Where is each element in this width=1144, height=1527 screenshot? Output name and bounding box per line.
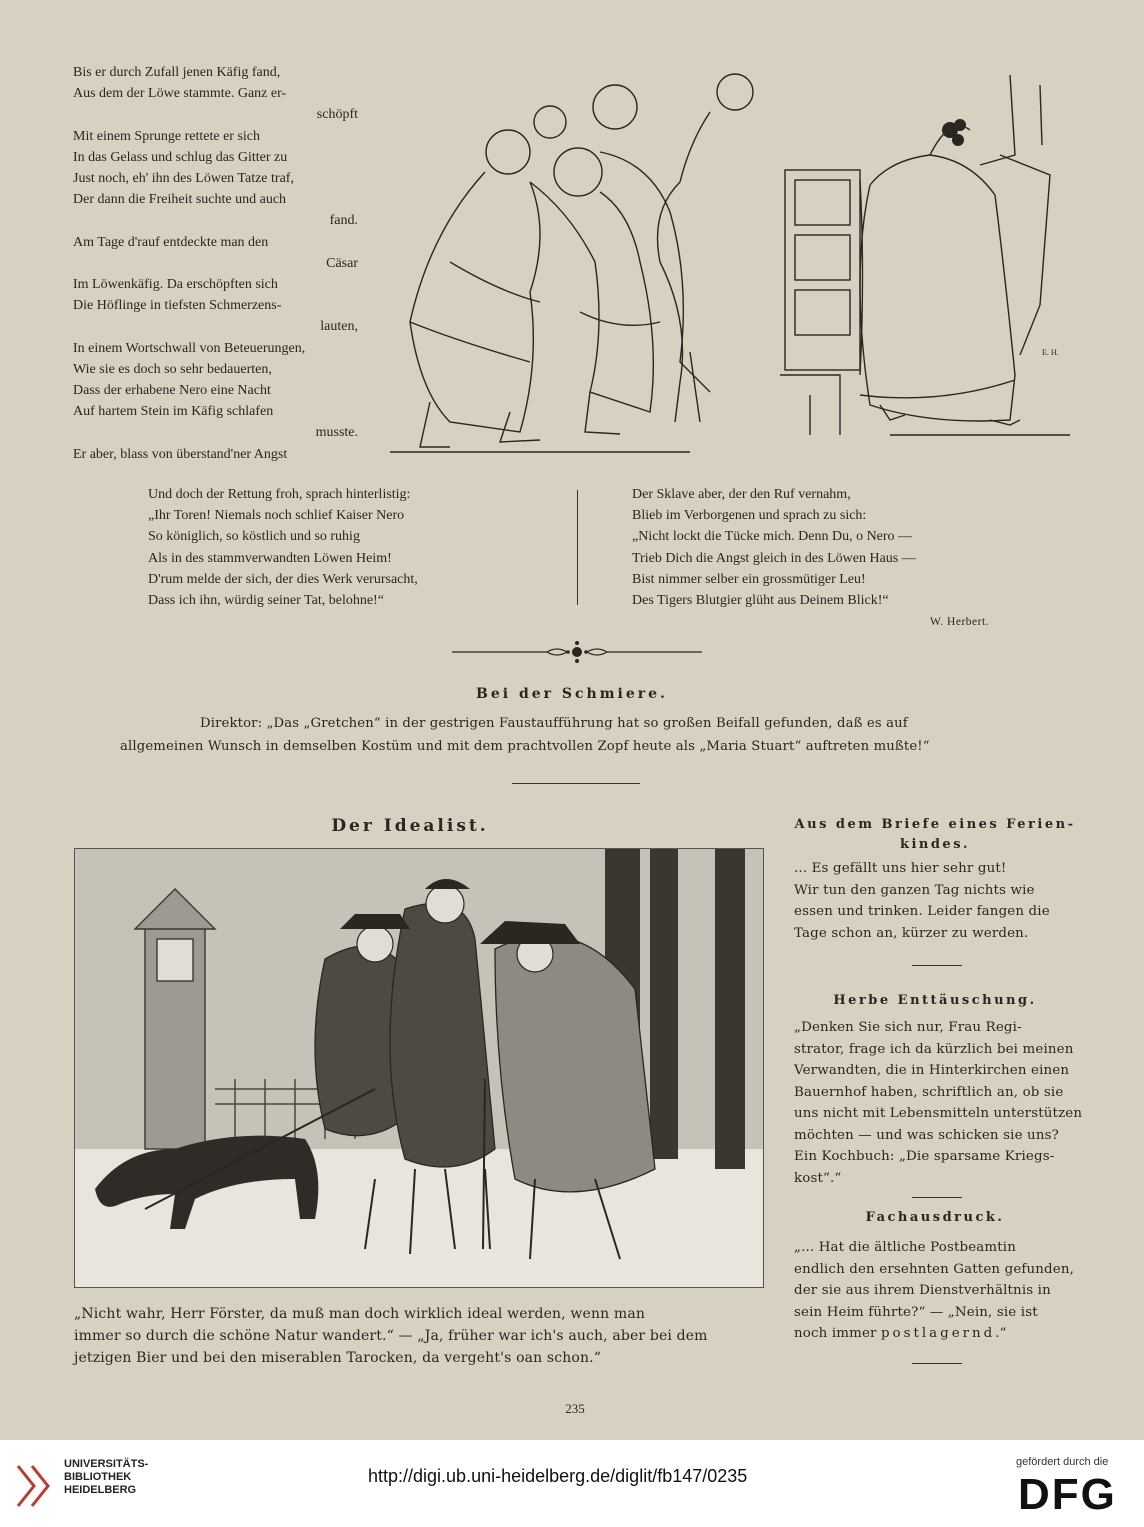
page-number: 235 xyxy=(565,1401,585,1416)
poem-line: Am Tage d'rauf entdeckte man den xyxy=(73,234,269,250)
short-rule xyxy=(512,783,640,784)
ornament-divider xyxy=(452,640,702,664)
poem-line: Just noch, eh' ihn des Löwen Tatze traf, xyxy=(73,171,294,187)
poem-line: D'rum melde der sich, der dies Werk verursacht, xyxy=(148,571,418,587)
caption-line: immer so durch die schöne Natur wandert.“ — „Ja, früher war ich's auch, aber bei dem xyxy=(74,1328,708,1344)
ferienkind-title xyxy=(790,815,1080,855)
poem-line: musste. xyxy=(315,425,358,441)
nero-cage-illustration xyxy=(780,75,1070,445)
schmiere-title: Bei der Schmiere. xyxy=(476,686,668,702)
poem-line: Dass der erhabene Nero eine Nacht xyxy=(73,383,271,399)
poem-right-column xyxy=(632,484,1052,611)
enttaeuschung-text xyxy=(794,1017,1084,1189)
fachausdruck-last-spaced: postlagernd xyxy=(880,1326,996,1341)
text-line: ... Es gefällt uns hier sehr gut! xyxy=(794,861,1007,876)
poem-line: Blieb im Verborgenen und sprach zu sich: xyxy=(632,508,867,524)
idealist-photo xyxy=(74,848,764,1288)
poem-line: Bist nimmer selber ein grossmütiger Leu! xyxy=(632,571,866,587)
short-rule-4 xyxy=(912,1363,962,1364)
schmiere-line-1: Direktor: „Das „Gretchen“ in der gestrigen Faustaufführung hat so großen Beifall gefunden, daß es auf xyxy=(200,716,908,731)
poem-line: Mit einem Sprunge rettete er sich xyxy=(73,128,260,144)
caption-line: jetzigen Bier und bei den miserablen Tarocken, da vergeht's oan schon.“ xyxy=(74,1350,602,1366)
poem-line: Aus dem der Löwe stammte. Ganz er- xyxy=(73,86,287,102)
poem-line: Dass ich ihn, würdig seiner Tat, belohne!“ xyxy=(148,593,384,609)
text-line: „... Hat die ältliche Postbeamtin xyxy=(794,1240,1017,1255)
poem-line: In einem Wortschwall von Beteuerungen, xyxy=(73,340,306,356)
poem-line: Als in des stammverwandten Löwen Heim! xyxy=(148,550,392,566)
footer-bar xyxy=(0,1440,1144,1527)
courtiers-illustration xyxy=(390,62,780,462)
text-line: essen und trinken. Leider fangen die xyxy=(794,904,1050,919)
text-line: endlich den ersehnten Gatten gefunden, xyxy=(794,1261,1075,1277)
text-line: sein Heim führte?“ — „Nein, sie ist xyxy=(794,1304,1038,1320)
poem-line: Cäsar xyxy=(326,255,358,271)
poem-line: lauten, xyxy=(320,319,358,335)
fachausdruck-text xyxy=(794,1237,1084,1323)
poem-line: So königlich, so köstlich und so ruhig xyxy=(148,529,360,545)
library-line-1: UNIVERSITÄTS- xyxy=(64,1458,149,1470)
poem-line: Der dann die Freiheit suchte und auch xyxy=(73,192,287,208)
poem-line: „Nicht lockt die Tücke mich. Denn Du, o Nero — xyxy=(632,529,913,545)
library-line-2: BIBLIOTHEK xyxy=(64,1471,132,1483)
dfg-logo: DFG xyxy=(1018,1470,1117,1519)
permalink[interactable]: http://digi.ub.uni-heidelberg.de/diglit/fb147/0235 xyxy=(368,1466,748,1486)
poem-line: Auf hartem Stein im Käfig schlafen xyxy=(73,404,274,420)
funded-by-label: gefördert durch die xyxy=(1016,1456,1109,1468)
poem-line: Trieb Dich die Angst gleich in des Löwen Haus — xyxy=(632,550,916,566)
short-rule-3 xyxy=(912,1197,962,1198)
library-logo-icon xyxy=(12,1458,58,1514)
caption-line: „Nicht wahr, Herr Förster, da muß man doch wirklich ideal werden, wenn man xyxy=(74,1306,646,1322)
poem-line: Der Sklave aber, der den Ruf vernahm, xyxy=(632,487,851,502)
text-line: Verwandten, die in Hinterkirchen einen xyxy=(794,1063,1070,1078)
schmiere-line-2: allgemeinen Wunsch in demselben Kostüm und mit dem prachtvollen Zopf heute als „Maria Stuart“ auftreten mußte!“ xyxy=(120,739,930,754)
ferienkind-text xyxy=(794,858,1084,944)
text-line: Wir tun den ganzen Tag nichts wie xyxy=(794,882,1035,898)
fachausdruck-last-prefix: noch immer xyxy=(794,1326,881,1341)
poem-line: Im Löwenkäfig. Da erschöpften sich xyxy=(73,277,278,293)
text-line: Ein Kochbuch: „Die sparsame Kriegs- xyxy=(794,1149,1055,1164)
text-line: strator, frage ich da kürzlich bei meinen xyxy=(794,1041,1074,1057)
poem-line: Bis er durch Zufall jenen Käfig fand, xyxy=(73,65,281,80)
text-line: möchten — und was schicken sie uns? xyxy=(794,1127,1059,1143)
poem-left-column xyxy=(148,484,568,611)
fachausdruck-last-suffix: .“ xyxy=(995,1326,1007,1341)
poem-line: Er aber, blass von überstand'ner Angst xyxy=(73,446,288,462)
column-divider xyxy=(577,490,578,605)
poem-author: W. Herbert. xyxy=(930,616,990,628)
poem-line: schöpft xyxy=(316,107,358,123)
poem-line: Des Tigers Blutgier glüht aus Deinem Blick!“ xyxy=(632,593,889,609)
poem-line: Die Höflinge in tiefsten Schmerzens- xyxy=(73,298,282,314)
title-line: Aus dem Briefe eines Ferien- xyxy=(794,817,1076,832)
illustration-signature: E. H. xyxy=(1042,348,1059,357)
poem-upper-block xyxy=(73,62,358,465)
idealist-caption xyxy=(74,1303,769,1369)
enttaeuschung-title: Herbe Enttäuschung. xyxy=(833,993,1037,1008)
poem-line: Und doch der Rettung froh, sprach hinterlistig: xyxy=(148,487,411,502)
fachausdruck-title: Fachausdruck. xyxy=(865,1210,1005,1225)
text-line: der sie aus ihrem Dienstverhältnis in xyxy=(794,1283,1051,1298)
library-line-3: HEIDELBERG xyxy=(64,1484,137,1496)
library-name xyxy=(64,1458,148,1497)
poem-line: Wie sie es doch so sehr bedauerten, xyxy=(73,361,272,377)
fachausdruck-last-line xyxy=(794,1323,1084,1345)
short-rule-2 xyxy=(912,965,962,966)
poem-line: In das Gelass und schlug das Gitter zu xyxy=(73,149,288,165)
text-line: kost“.“ xyxy=(794,1170,842,1186)
text-line: Tage schon an, kürzer zu werden. xyxy=(794,925,1029,941)
poem-line: fand. xyxy=(329,213,358,229)
text-line: uns nicht mit Lebensmitteln unterstützen xyxy=(794,1106,1083,1121)
text-line: Bauernhof haben, schriftlich an, ob sie xyxy=(794,1084,1064,1100)
poem-line: „Ihr Toren! Niemals noch schlief Kaiser Nero xyxy=(148,508,405,524)
title-line: kindes. xyxy=(899,837,971,852)
text-line: „Denken Sie sich nur, Frau Regi- xyxy=(794,1020,1022,1035)
idealist-title: Der Idealist. xyxy=(331,816,489,836)
